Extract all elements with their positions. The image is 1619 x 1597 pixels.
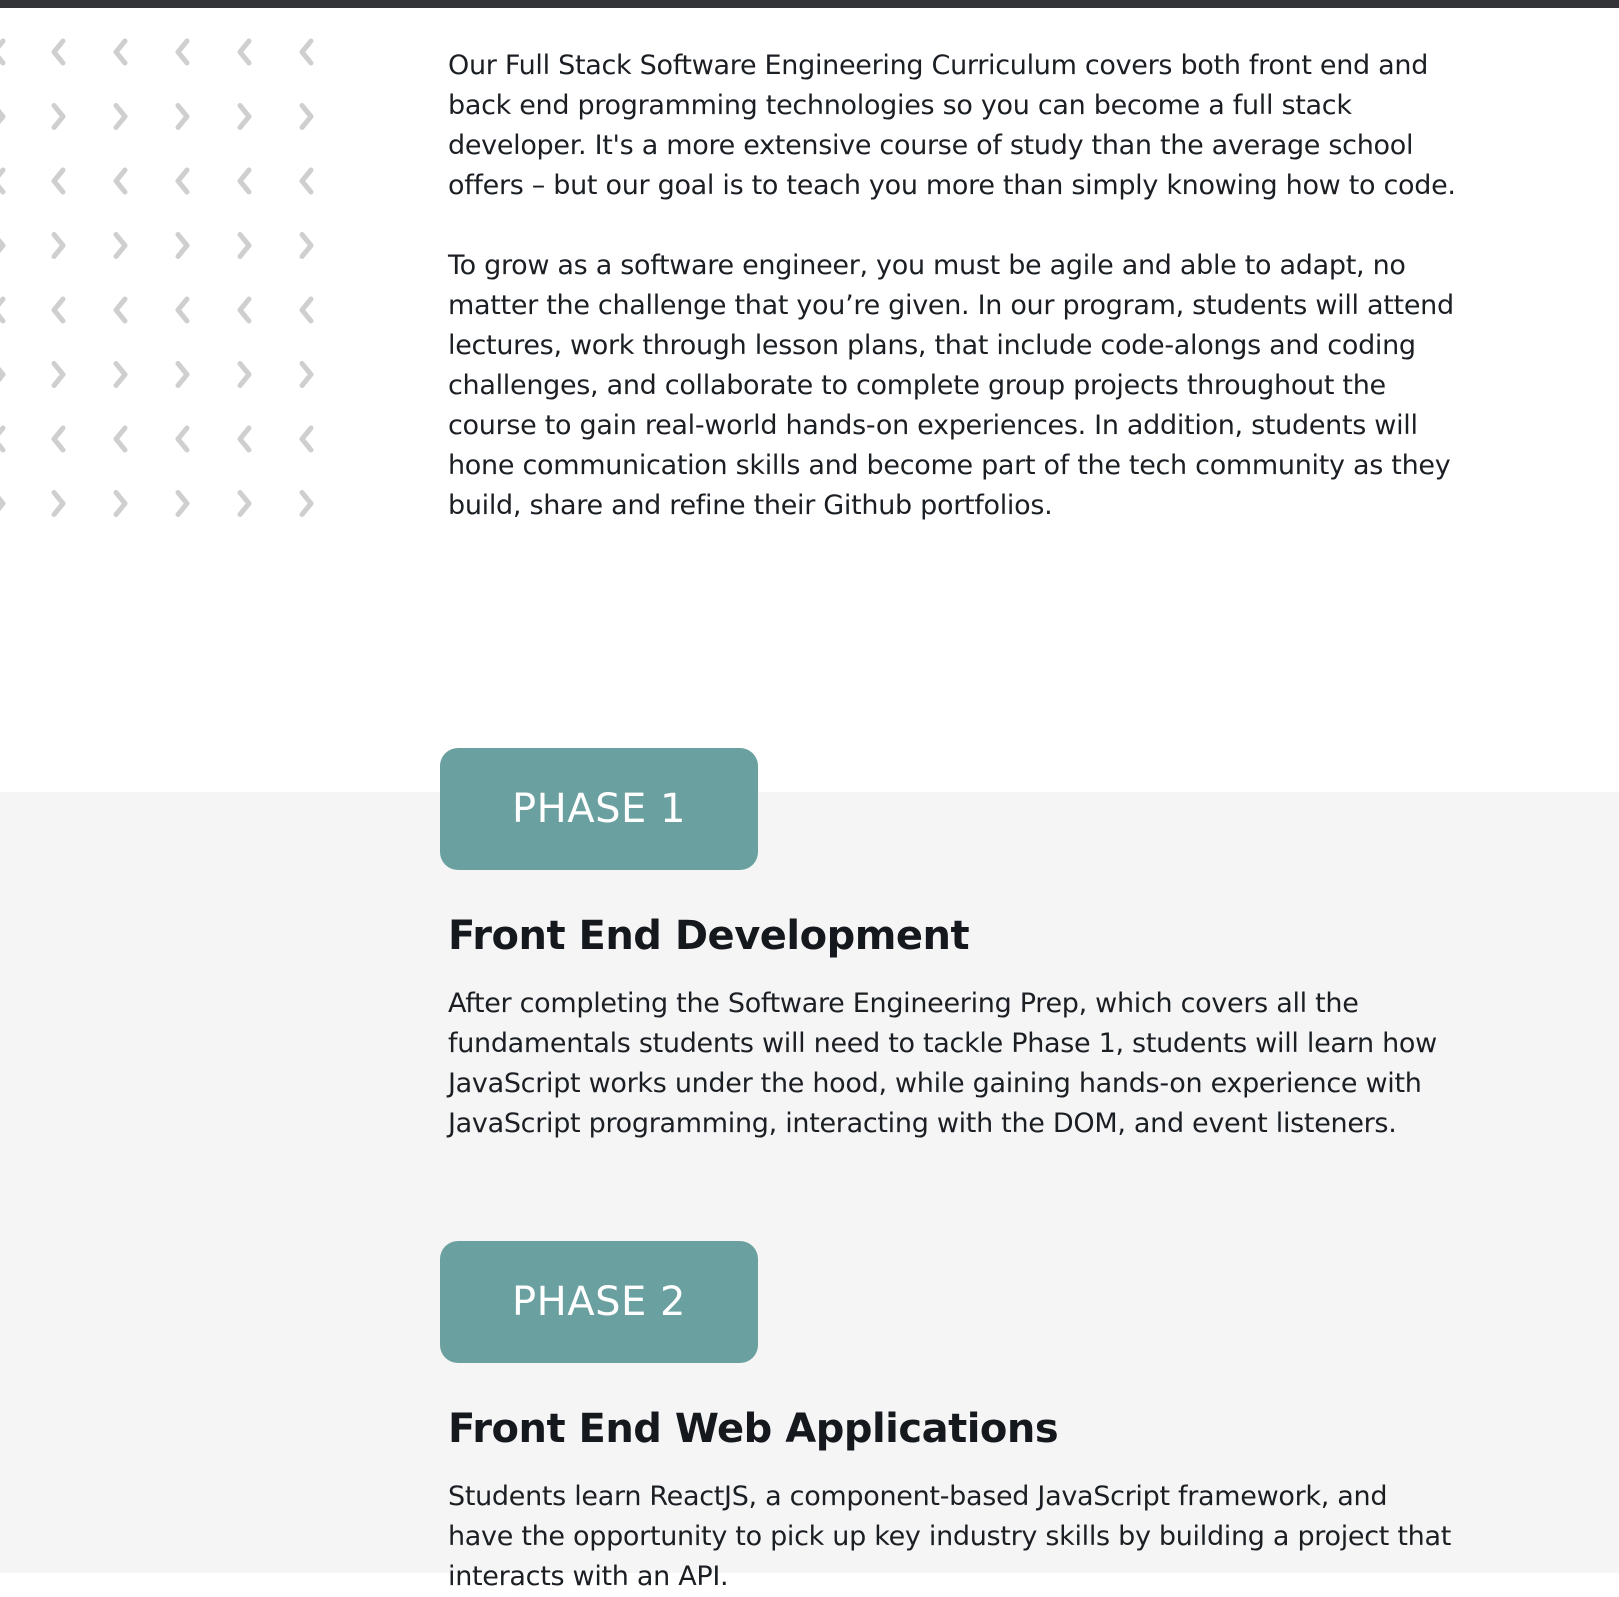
chevron-right-icon xyxy=(178,106,187,128)
chevron-right-icon xyxy=(54,493,63,515)
chevron-left-icon xyxy=(116,41,125,63)
chevron-left-icon xyxy=(0,170,3,192)
phase-2-badge: PHASE 2 xyxy=(440,1241,758,1363)
chevron-left-icon xyxy=(302,428,311,450)
chevron-pattern-icon xyxy=(0,28,360,528)
chevron-left-icon xyxy=(302,41,311,63)
chevron-right-icon xyxy=(116,493,125,515)
chevron-left-icon xyxy=(302,299,311,321)
chevron-right-icon xyxy=(116,106,125,128)
phase-1-description: After completing the Software Engineering Prep, which covers all the fundamentals students will need to tackle Phase 1, students will learn how JavaScript works under the hood, while gaining hands-on experience with JavaScript programming, interacting with the DOM, and event listeners. xyxy=(448,988,1437,1139)
intro-paragraph-2: To grow as a software engineer, you must be agile and able to adapt, no matter the challenge that you’re given. In our program, students will attend lectures, work through lesson plans, that include code-alongs and coding challenges, and collaborate to complete group projects throughout the course to gain real-world hands-on experiences. In addition, students will hone communication skills and become part of the tech community as they build, share and refine their Github portfolios. xyxy=(448,250,1454,521)
chevron-right-icon xyxy=(0,364,3,386)
chevron-right-icon xyxy=(302,493,311,515)
chevron-left-icon xyxy=(116,170,125,192)
intro-paragraph-1: Our Full Stack Software Engineering Curriculum covers both front end and back end programming technologies so you can become a full stack developer. It's a more extensive course of study than the average school offers – but our goal is to teach you more than simply knowing how to code. xyxy=(448,50,1456,201)
chevron-right-icon xyxy=(54,106,63,128)
chevron-left-icon xyxy=(178,170,187,192)
chevron-left-icon xyxy=(302,170,311,192)
chevron-right-icon xyxy=(240,364,249,386)
top-bar xyxy=(0,0,1619,8)
chevron-left-icon xyxy=(54,428,63,450)
chevron-right-icon xyxy=(54,364,63,386)
chevron-right-icon xyxy=(302,364,311,386)
chevron-right-icon xyxy=(302,106,311,128)
chevron-left-icon xyxy=(240,428,249,450)
curriculum-intro xyxy=(448,46,1468,526)
chevron-right-icon xyxy=(302,235,311,257)
phase-1-badge: PHASE 1 xyxy=(440,748,758,870)
chevron-right-icon xyxy=(240,493,249,515)
chevron-right-icon xyxy=(240,235,249,257)
chevron-right-icon xyxy=(0,493,3,515)
chevron-left-icon xyxy=(0,428,3,450)
chevron-left-icon xyxy=(54,170,63,192)
chevron-left-icon xyxy=(240,170,249,192)
chevron-left-icon xyxy=(178,428,187,450)
chevron-left-icon xyxy=(178,41,187,63)
chevron-right-icon xyxy=(116,364,125,386)
chevron-right-icon xyxy=(178,364,187,386)
chevron-left-icon xyxy=(0,299,3,321)
phase-1-title: Front End Development xyxy=(448,913,970,959)
chevron-right-icon xyxy=(178,235,187,257)
chevron-right-icon xyxy=(178,493,187,515)
phase-2-block xyxy=(440,1241,1480,1597)
phase-1-block xyxy=(440,748,1480,1144)
chevron-left-icon xyxy=(54,41,63,63)
chevron-right-icon xyxy=(54,235,63,257)
chevron-left-icon xyxy=(116,428,125,450)
chevron-left-icon xyxy=(116,299,125,321)
chevron-right-icon xyxy=(240,106,249,128)
phase-2-description: Students learn ReactJS, a component-based JavaScript framework, and have the opportunity to pick up key industry skills by building a project that interacts with an API. xyxy=(448,1481,1451,1592)
chevron-left-icon xyxy=(240,41,249,63)
chevron-left-icon xyxy=(54,299,63,321)
chevron-right-icon xyxy=(0,235,3,257)
chevron-right-icon xyxy=(0,106,3,128)
chevron-left-icon xyxy=(178,299,187,321)
chevron-left-icon xyxy=(240,299,249,321)
phase-2-title: Front End Web Applications xyxy=(448,1406,1059,1452)
chevron-left-icon xyxy=(0,41,3,63)
chevron-right-icon xyxy=(116,235,125,257)
